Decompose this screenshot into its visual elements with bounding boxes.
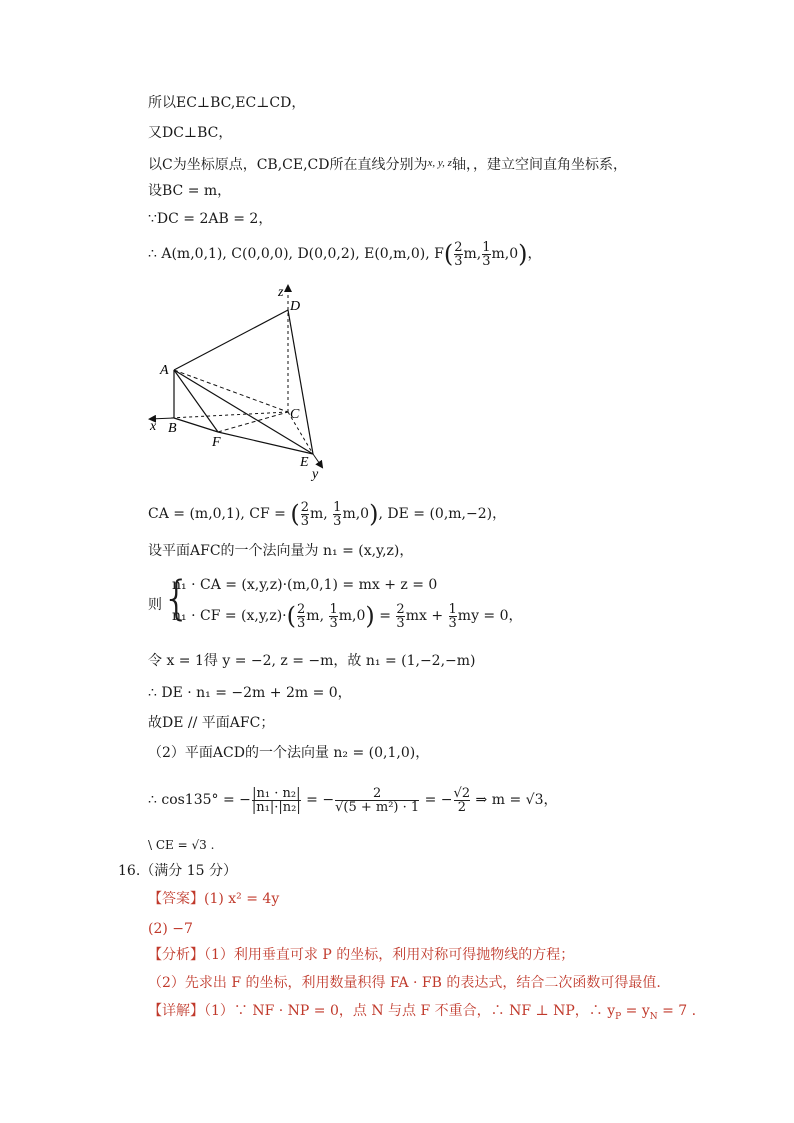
proof-line-8: 设平面AFC的一个法向量为 n₁ = (x,y,z)， <box>148 543 414 559</box>
system-brace: { <box>162 571 192 625</box>
y-axis-arrow <box>313 454 322 467</box>
proof-line-14: ∴ cos135° = − $\frac{\text{|n₁ · n₂|}}{\text{|n₁|·|n₂|}}$ = − $\frac{2}{\text{√(5 + m²) · 1}}$ = − $\frac{√2}{2}$ ⇒ m = √3， <box>148 785 558 815</box>
proof-line-12: 故DE // 平面AFC； <box>148 715 275 731</box>
axes-text: CB,CE,CD所在直线分别为 <box>256 157 428 173</box>
edge-AD <box>174 310 288 370</box>
label-D: D <box>290 299 301 314</box>
proof-line-3 <box>148 154 627 174</box>
x-axis-dashed <box>170 412 288 418</box>
proof-line-1: 所以EC⊥BC,EC⊥CD， <box>148 95 306 111</box>
m-term-1: m, <box>463 246 482 262</box>
label-y: y <box>312 467 319 482</box>
m-term: m, <box>309 506 333 522</box>
analysis-line-1: 【分析】（1）利用垂直可求 P 的坐标，利用对称可得抛物线的方程； <box>148 947 575 963</box>
sqrt2-fraction: $\frac{√2}{2}$ <box>453 785 471 815</box>
m-term-2: m,0 <box>491 246 519 262</box>
question-16-header: 16.（满分 15 分） <box>118 863 237 879</box>
vector-DE: , DE = (0,m,−2)， <box>378 506 507 522</box>
then-label: 则 <box>148 597 162 613</box>
paren-close: ) <box>518 240 528 268</box>
edge-FC <box>218 412 288 432</box>
cos-fraction: $\frac{\text{|n₁ · n₂|}}{\text{|n₁|·|n₂|}}$ <box>251 785 301 815</box>
label-F: F <box>212 435 221 450</box>
detail-line-1: 【详解】（1）∵ NF · NP = 0，点 N 与点 F 不重合，∴ NF ⊥ NP，∴ $y_P = y_N = 7$ . <box>148 1003 697 1022</box>
label-A: A <box>160 363 169 378</box>
vectors-text: CA = (m,0,1), CF = <box>148 506 291 522</box>
coord-system-text: 轴，，建立空间直角坐标系， <box>451 157 627 173</box>
proof-line-7: CA = (m,0,1), CF = ( $\frac{2}{3}$ m, $\frac{1}{3}$ m,0), DE = (0,m,−2)， <box>148 499 507 529</box>
coords-text: ∴ A(m,0,1), C(0,0,0), D(0,0,2), E(0,m,0), F <box>148 246 444 262</box>
line-end: ， <box>527 246 542 262</box>
fraction-2-3: $\frac{2}{3}$ <box>454 239 463 269</box>
detail-tag: 【详解】 <box>148 1003 204 1019</box>
analysis-line-2: （2）先求出 F 的坐标，利用数量积得 FA · FB 的表达式，结合二次函数可得最值. <box>148 975 661 991</box>
paren-open: ( <box>443 240 454 268</box>
fraction-1-3: $\frac{1}{3}$ <box>482 239 491 269</box>
proof-line-4: 设BC = m， <box>148 183 232 199</box>
axis-names: x, y, z <box>427 157 452 169</box>
edge-DE <box>288 310 313 454</box>
answer-line-1: 【答案】(1) x² = 4y <box>148 891 280 907</box>
proof-line-15: \ CE = √3 . <box>148 838 215 852</box>
analysis-tag: 【分析】 <box>148 947 204 963</box>
label-x: x <box>150 419 157 434</box>
edge-AF <box>174 370 218 432</box>
answer-tag: 【答案】 <box>148 891 204 907</box>
m-term-b: m,0 <box>342 506 370 522</box>
value-fraction: $\frac{2}{\text{√(5 + m²) · 1}}$ <box>335 785 420 815</box>
proof-line-6 <box>148 234 542 274</box>
proof-line-5: ∵DC = 2AB = 2， <box>148 211 273 227</box>
answer-line-2: (2) −7 <box>148 921 193 937</box>
origin-text: 以C为坐标原点， <box>148 157 257 173</box>
label-B: B <box>168 421 177 436</box>
proof-line-11: ∴ DE · n₁ = −2m + 2m = 0， <box>148 685 352 701</box>
edge-BF <box>174 418 218 432</box>
system-eq-1: n₁ · CA = (x,y,z)·(m,0,1) = mx + z = 0 <box>172 577 438 593</box>
edge-AC <box>174 370 288 412</box>
proof-line-10: 令 x = 1得 y = −2, z = −m，故 n₁ = (1,−2,−m) <box>148 653 476 669</box>
proof-line-13: （2）平面ACD的一个法向量 n₂ = (0,1,0)， <box>148 745 430 761</box>
label-E: E <box>300 455 309 470</box>
system-eq-2: n₁ · CF = (x,y,z)·( $\frac{2}{3}$ m, $\frac{1}{3}$ m,0) = $\frac{2}{3}$ mx + $\frac{1}{3}$ my = 0， <box>172 601 523 631</box>
label-C: C <box>290 407 300 422</box>
label-z: z <box>278 285 284 300</box>
proof-line-2: 又DC⊥BC， <box>148 125 233 141</box>
edge-FE <box>218 432 313 454</box>
tetrahedron-figure <box>140 282 340 482</box>
